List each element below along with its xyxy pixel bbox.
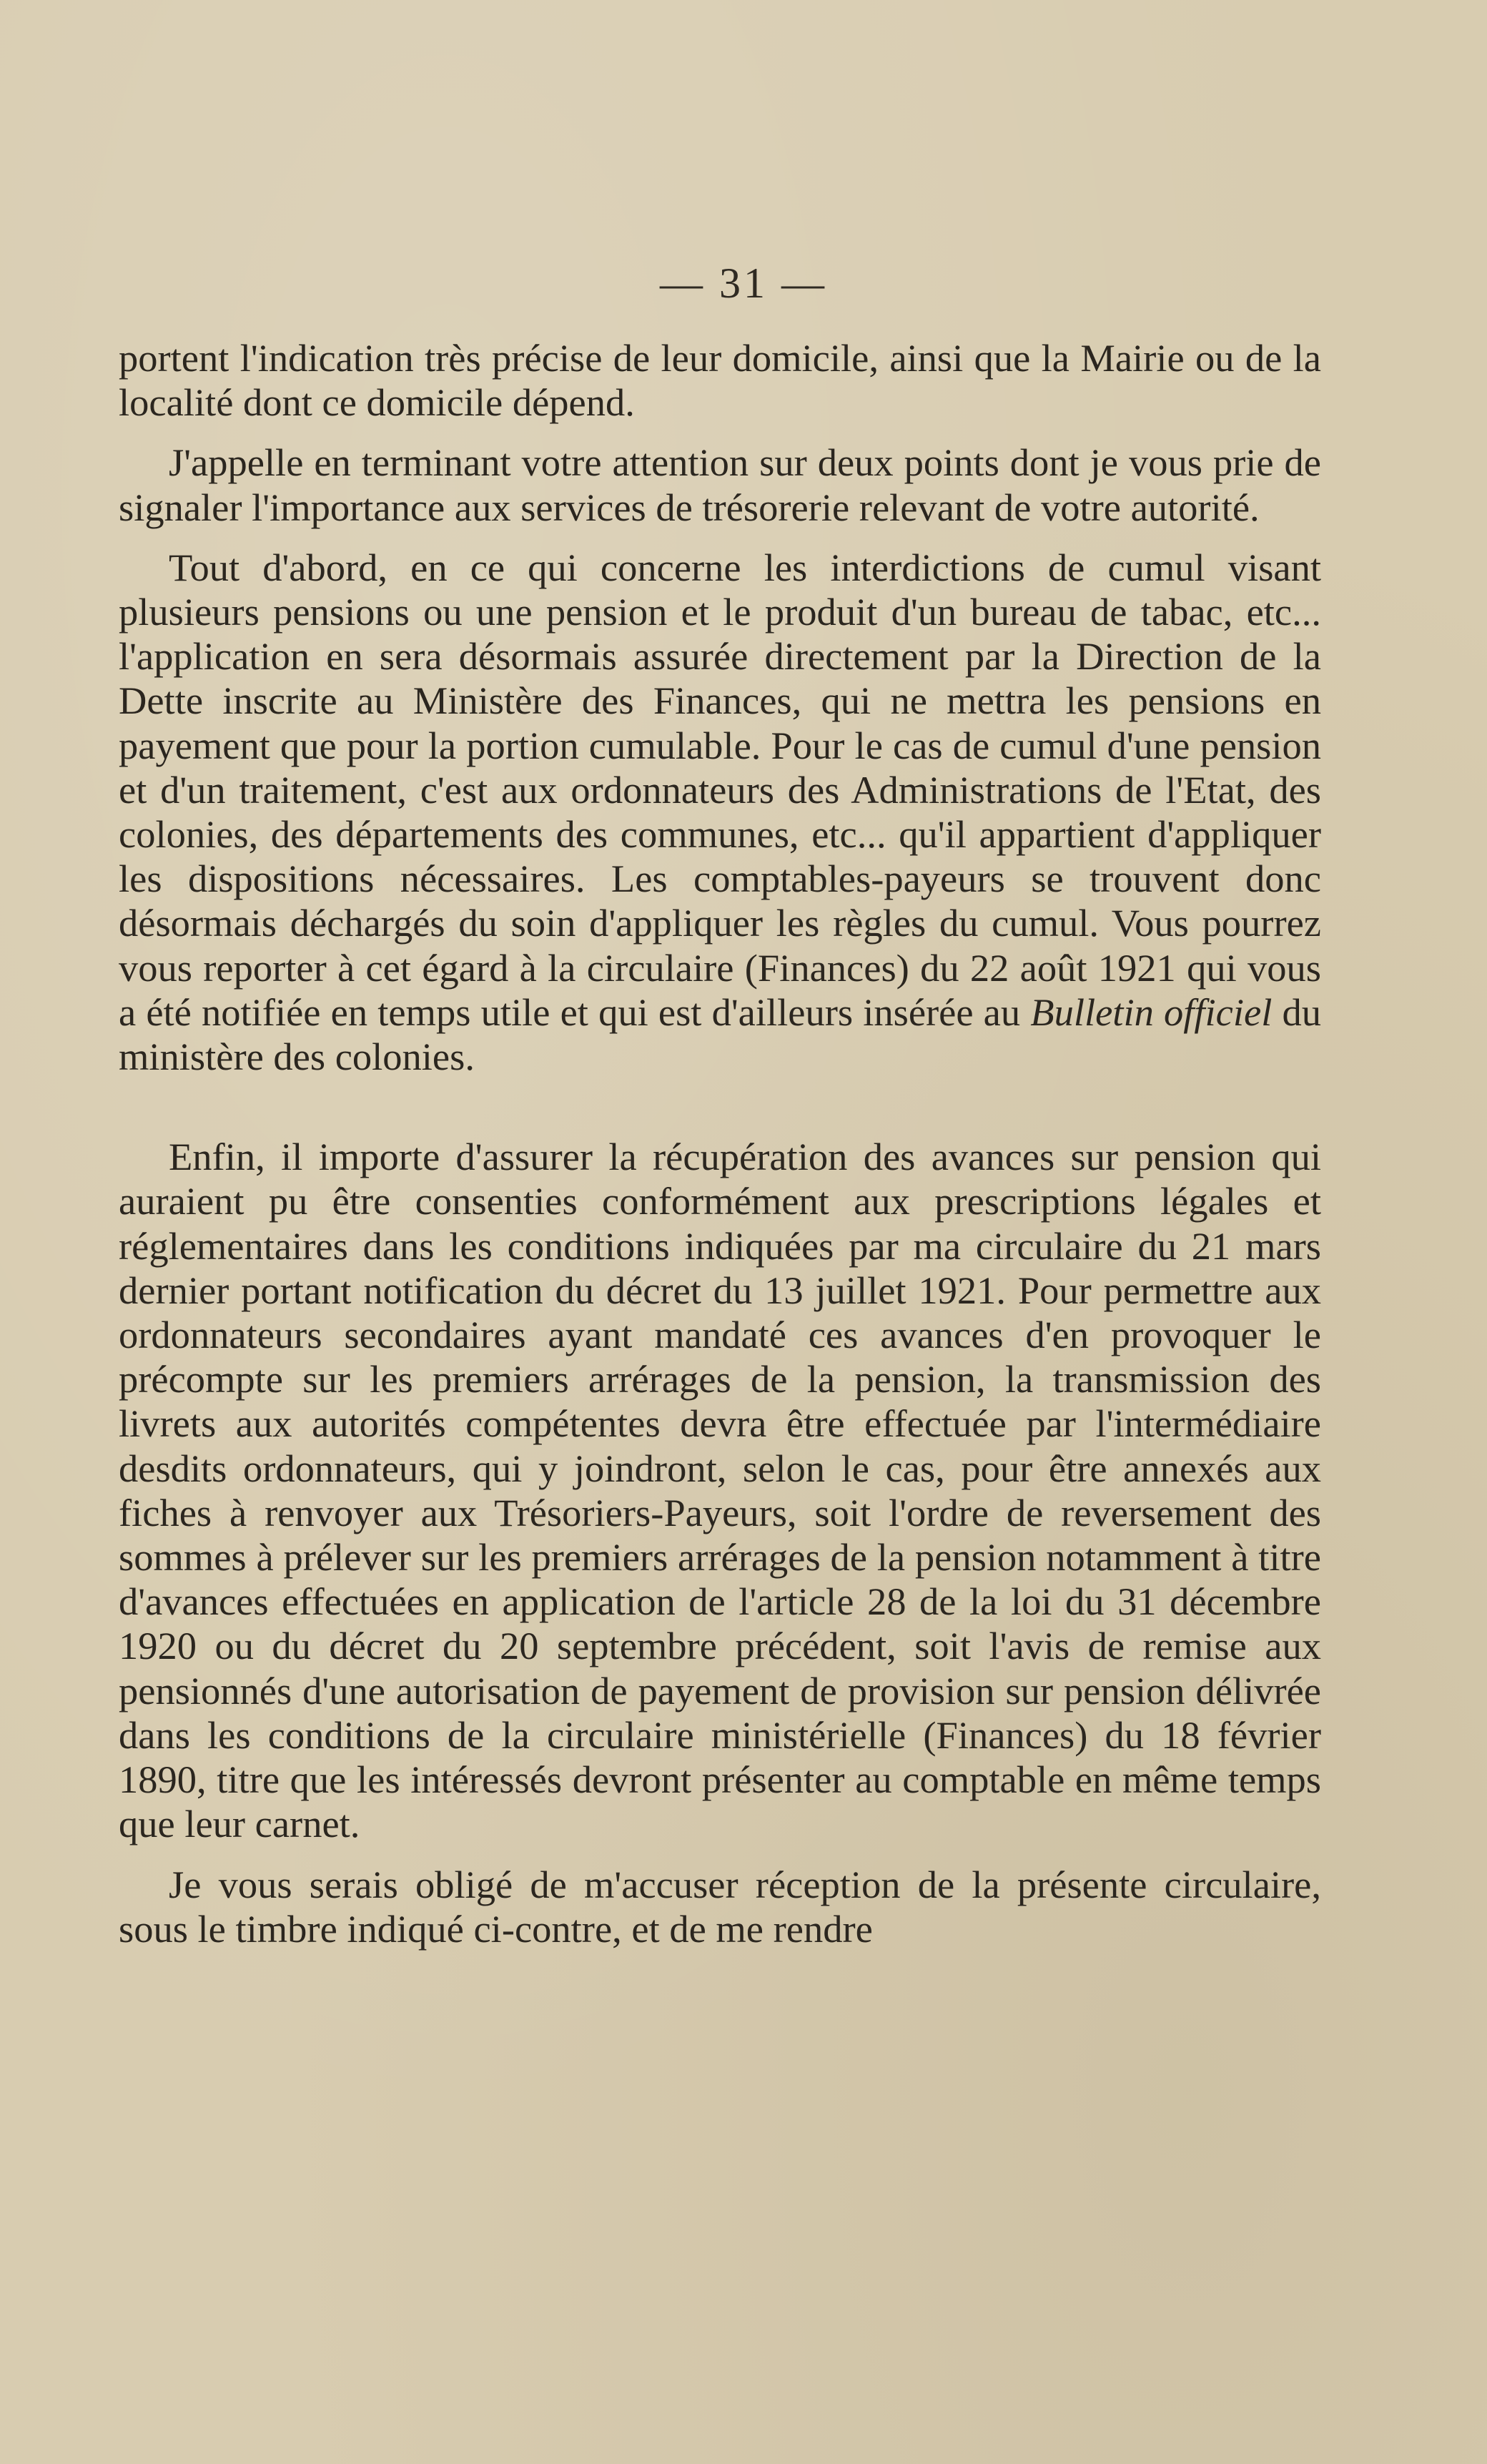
- bulletin-officiel-title: Bulletin officiel: [1030, 990, 1273, 1034]
- paragraph-cumul: [119, 546, 1321, 1079]
- body-text: [119, 336, 1321, 1951]
- paragraph-continuation: portent l'indication très précise de leur domicile, ainsi que la Mairie ou de la localité dont ce domicile dépend.: [119, 336, 1321, 425]
- page-number: — 31 —: [660, 260, 827, 307]
- paragraph-cumul-end: du ministère des colonies.: [119, 990, 1321, 1079]
- paragraph-attention: J'appelle en terminant votre attention sur deux points dont je vous prie de signaler l'importance aux services de trésorerie relevant de votre autorité.: [119, 440, 1321, 529]
- paragraph-closing: Je vous serais obligé de m'accuser réception de la présente circulaire, sous le timbre indiqué ci-contre, et de me rendre: [119, 1862, 1321, 1951]
- paragraph-avances: Enfin, il importe d'assurer la récupération des avances sur pension qui auraient pu être consenties conformément aux prescriptions légales et réglementaires dans les conditions indiquées par ma circulaire du 21 mars dernier portant notification du décret du 13 juillet 1921. Pour permettre aux ordonnateurs secondaires ayant mandaté ces avances d'en provoquer le précompte sur les premiers arrérages de la pension, la transmission des livrets aux autorités compétentes devra être effectuée par l'intermédiaire desdits ordonnateurs, qui y joindront, selon le cas, pour être annexés aux fiches à renvoyer aux Trésoriers-Payeurs, soit l'ordre de reversement des sommes à prélever sur les premiers arrérages de la pension notamment à titre d'avances effectuées en application de l'article 28 de la loi du 31 décembre 1920 ou du décret du 20 septembre précédent, soit l'avis de remise aux pensionnés d'une autorisation de payement de provision sur pension délivrée dans les conditions de la circulaire ministérielle (Finances) du 18 février 1890, titre que les intéressés devront présenter au comptable en même temps que leur carnet.: [119, 1135, 1321, 1846]
- paragraph-cumul-text: Tout d'abord, en ce qui concerne les interdictions de cumul visant plusieurs pensions ou une pension et le produit d'un bureau de tabac, etc... l'application en sera désormais assurée directement par la Direction de la Dette inscrite au Ministère des Finances, qui ne mettra les pensions en payement que pour la portion cumulable. Pour le cas de cumul d'une pension et d'un traitement, c'est aux ordonnateurs des Administrations de l'Etat, des colonies, des départements des communes, etc... qu'il appartient d'appliquer les dispositions nécessaires. Les comptables-payeurs se trouvent donc désormais déchargés du soin d'appliquer les règles du cumul. Vous pourrez vous reporter à cet égard à la circulaire (Finances) du 22 août 1921 qui vous a été notifiée en temps utile et qui est d'ailleurs insérée au: [119, 545, 1321, 1034]
